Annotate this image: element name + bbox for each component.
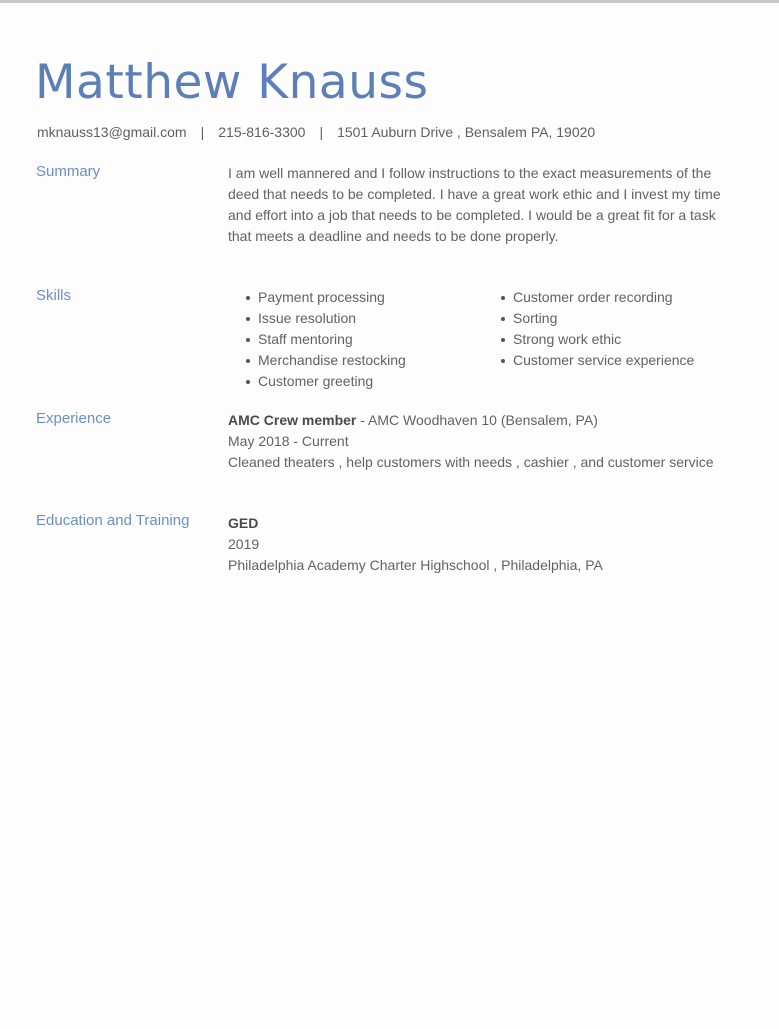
job-heading [228,410,740,431]
contact-email: mknauss13@gmail.com [37,124,187,140]
resume-page [0,3,779,1029]
skills-left-column [228,287,483,392]
education-degree: GED [228,515,259,531]
skill-item: Issue resolution [246,308,483,329]
contact-separator: | [200,124,205,140]
resume-name: Matthew Knauss [35,55,429,110]
skill-item: Customer service experience [501,350,733,371]
skill-item: Strong work ethic [501,329,733,350]
skills-grid [228,287,740,392]
experience-section [228,410,740,473]
summary-text: I am well mannered and I follow instructions to the exact measurements of the deed that needs to be completed. I have a great work ethic and I invest my time and effort into a job that needs to be completed. I would be a great fit for a task that meets a deadline and needs to be done properly. [228,165,721,244]
skills-label: Skills [36,287,72,304]
skill-item: Customer order recording [501,287,733,308]
skill-item: Sorting [501,308,733,329]
contact-separator: | [319,124,324,140]
job-title: AMC Crew member [228,412,357,428]
job-dates: May 2018 - Current [228,433,349,449]
contact-phone: 215-816-3300 [218,124,306,140]
contact-line [37,124,595,140]
skill-item: Staff mentoring [246,329,483,350]
skill-item: Customer greeting [246,371,483,392]
education-school: Philadelphia Academy Charter Highschool , Philadelphia, PA [228,557,603,573]
skills-section [228,287,740,392]
job-employer: - AMC Woodhaven 10 (Bensalem, PA) [356,412,598,428]
education-label: Education and Training [36,512,190,529]
summary-label: Summary [36,163,101,180]
job-description: Cleaned theaters , help customers with needs , cashier , and customer service [228,454,714,470]
contact-address: 1501 Auburn Drive , Bensalem PA, 19020 [337,124,596,140]
skills-right-column [483,287,733,392]
skill-item: Payment processing [246,287,483,308]
education-year: 2019 [228,536,260,552]
skill-item: Merchandise restocking [246,350,483,371]
education-section [228,513,740,576]
experience-label: Experience [36,410,112,427]
